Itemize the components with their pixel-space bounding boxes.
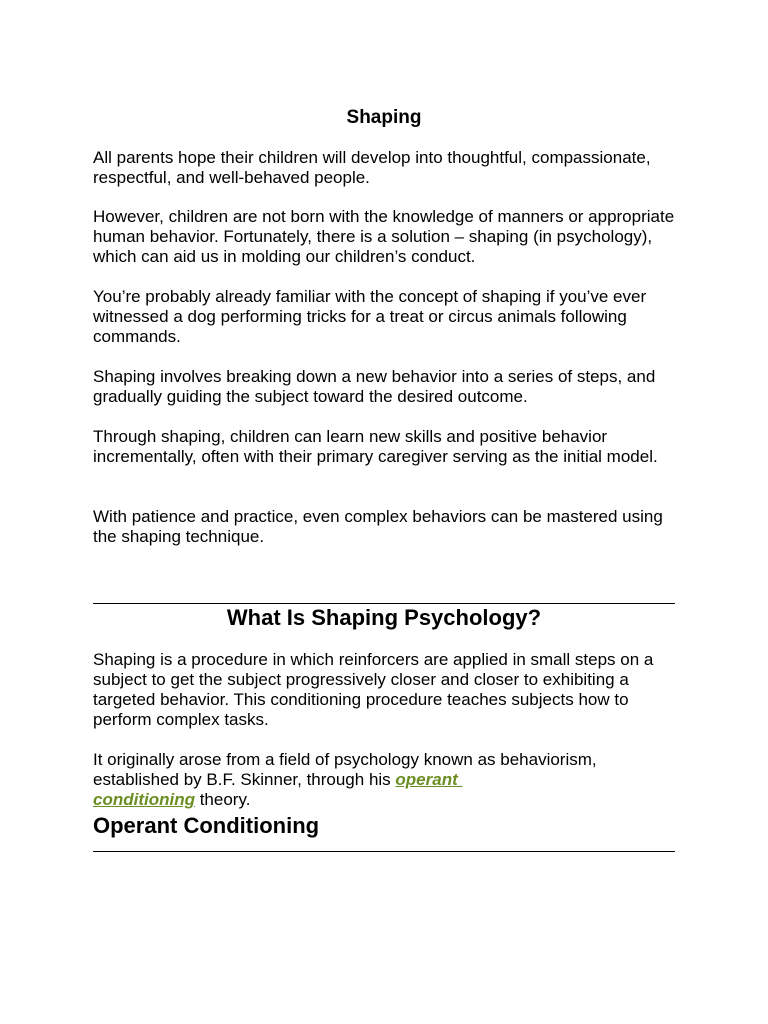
- section-divider-bottom: [93, 851, 675, 852]
- intro-paragraph-3: You’re probably already familiar with the concept of shaping if you’ve ever witnessed a dog performing tricks for a treat or circus animals following commands.: [93, 287, 647, 346]
- operant-conditioning-link-part2[interactable]: conditioning: [93, 790, 195, 809]
- intro-paragraph-4: Shaping involves breaking down a new behavior into a series of steps, and gradually guiding the subject toward the desired outcome.: [93, 367, 656, 406]
- intro-paragraph-1: All parents hope their children will develop into thoughtful, compassionate, respectful, and well-behaved people.: [93, 148, 651, 187]
- section-divider-top: [93, 603, 675, 604]
- intro-paragraph-5: Through shaping, children can learn new skills and positive behavior incrementally, often with their primary caregiver serving as the initial model.: [93, 427, 658, 466]
- intro-paragraph-6: With patience and practice, even complex behaviors can be mastered using the shaping technique.: [93, 507, 663, 546]
- operant-conditioning-link-part1[interactable]: operant: [395, 770, 463, 789]
- section-paragraph-2-tail: theory.: [194, 790, 251, 809]
- operant-conditioning-heading: Operant Conditioning: [93, 813, 320, 838]
- document-title: Shaping: [346, 107, 422, 128]
- intro-paragraph-2: However, children are not born with the knowledge of manners or appropriate human behavior. Fortunately, there is a solution – shaping (in psychology), which can aid us in molding our children’s conduct.: [93, 207, 675, 266]
- section-paragraph-2-text: It originally arose from a field of psychology known as behaviorism, established by B.F. Skinner, through his: [93, 750, 597, 789]
- section-paragraph-1: Shaping is a procedure in which reinforcers are applied in small steps on a subject to get the subject progressively closer and closer to exhibiting a targeted behavior. This conditioning procedure teaches subjects how to perform complex tasks.: [93, 650, 654, 729]
- section-heading: What Is Shaping Psychology?: [226, 605, 542, 630]
- section-paragraph-2: [93, 750, 675, 810]
